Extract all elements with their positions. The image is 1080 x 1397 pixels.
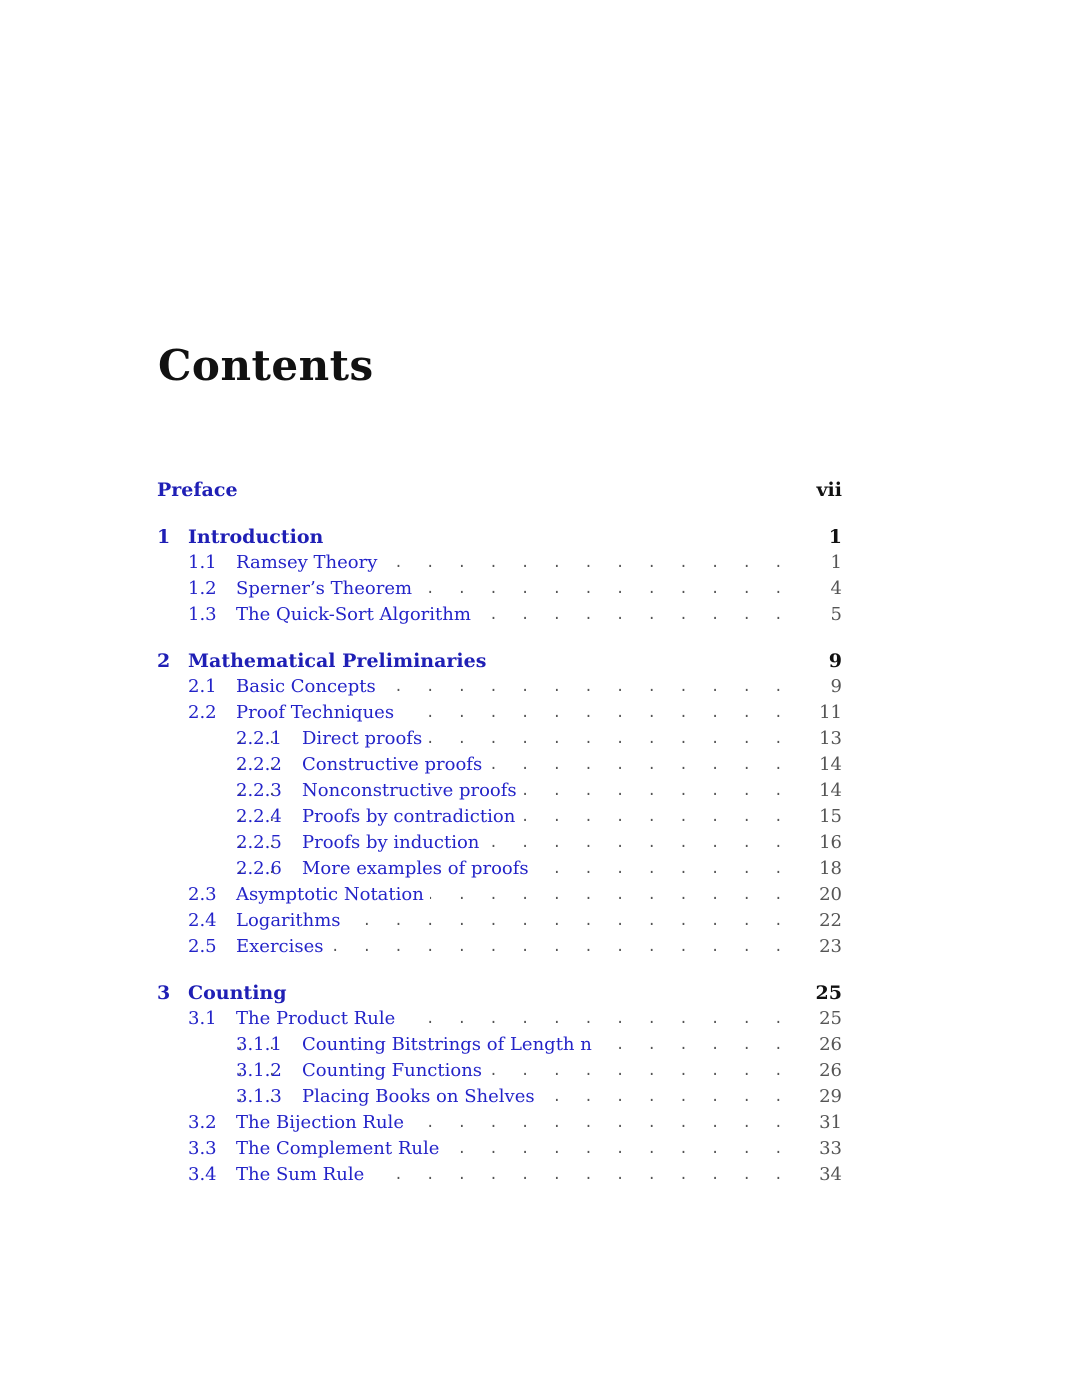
toc-entry-title-link[interactable]: Exercises [236, 934, 330, 960]
toc-entry[interactable] [0, 934, 1080, 960]
toc-entry-page-number[interactable]: 4 [825, 576, 842, 602]
toc-entry-title-link[interactable]: Ramsey Theory [236, 550, 383, 576]
toc-entry-page-number[interactable]: 9 [825, 674, 842, 700]
toc-entry-number: 3.3 [188, 1138, 217, 1159]
toc-entry-title-link[interactable]: Preface [157, 477, 244, 503]
toc-entry[interactable] [0, 648, 1080, 674]
toc-entry-page-number[interactable]: 14 [813, 752, 842, 778]
toc-entry-number: 3.1 [188, 1008, 217, 1029]
toc-entry-page-number[interactable]: 29 [813, 1084, 842, 1110]
toc-entry-title-link[interactable]: Proof Techniques [236, 700, 400, 726]
toc-entry-title-link[interactable]: Mathematical Preliminaries [188, 648, 492, 674]
toc-entry-page-number[interactable]: 25 [810, 980, 842, 1006]
toc-entry-title-link[interactable]: Counting Bitstrings of Length n [302, 1032, 598, 1058]
toc-entry[interactable] [0, 1084, 1080, 1110]
toc-entry[interactable] [0, 576, 1080, 602]
toc-entry-number: 2.1 [188, 676, 217, 697]
toc-entry-page-number[interactable]: 15 [813, 804, 842, 830]
toc-entry-title-link[interactable]: More examples of proofs [302, 856, 535, 882]
toc-entry-page-number[interactable]: vii [811, 477, 842, 503]
toc-entry[interactable] [0, 602, 1080, 628]
toc-entry-title-link[interactable]: Introduction [188, 524, 329, 550]
toc-entry[interactable] [0, 1058, 1080, 1084]
toc-entry-number: 1.2 [188, 578, 217, 599]
toc-entry-title-link[interactable]: Constructive proofs [302, 752, 488, 778]
toc-entry-number: 2.2.4 [236, 806, 282, 827]
toc-entry-title-link[interactable]: Logarithms [236, 908, 347, 934]
toc-entry-title-link[interactable]: Proofs by induction [302, 830, 485, 856]
toc-entry-number: 3.1.2 [236, 1060, 282, 1081]
toc-entry-number: 2.5 [188, 936, 217, 957]
toc-entry-title-link[interactable]: The Product Rule [236, 1006, 401, 1032]
toc-entry-number: 2.2 [188, 702, 217, 723]
toc-entry[interactable] [0, 1136, 1080, 1162]
toc-entry[interactable] [0, 1006, 1080, 1032]
toc-entry-title-link[interactable]: The Sum Rule [236, 1162, 370, 1188]
toc-entry[interactable] [0, 882, 1080, 908]
toc-entry-title-link[interactable]: Basic Concepts [236, 674, 382, 700]
toc-entry[interactable] [0, 752, 1080, 778]
toc-entry-page-number[interactable]: 31 [813, 1110, 842, 1136]
toc-entry-number: 3.1.1 [236, 1034, 282, 1055]
toc-entry-title-link[interactable]: Sperner’s Theorem [236, 576, 418, 602]
toc-entry-number: 2.3 [188, 884, 217, 905]
toc-entry-title-link[interactable]: Counting Functions [302, 1058, 488, 1084]
toc-entry-page-number[interactable]: 9 [823, 648, 842, 674]
toc-entry-number: 3.4 [188, 1164, 217, 1185]
toc-entry-page-number[interactable]: 26 [813, 1032, 842, 1058]
toc-entry-page-number[interactable]: 23 [813, 934, 842, 960]
toc-entry-page-number[interactable]: 5 [825, 602, 842, 628]
toc-entry[interactable] [0, 674, 1080, 700]
toc-entry-title-link[interactable]: Asymptotic Notation [236, 882, 430, 908]
toc-entry-page-number[interactable]: 14 [813, 778, 842, 804]
toc-entry-number: 2.2.3 [236, 780, 282, 801]
toc-entry[interactable] [0, 980, 1080, 1006]
toc-entry[interactable] [0, 830, 1080, 856]
toc-entry-page-number[interactable]: 34 [813, 1162, 842, 1188]
toc-entry[interactable] [0, 726, 1080, 752]
toc-entry-number: 3 [157, 982, 171, 1004]
toc-entry[interactable] [0, 700, 1080, 726]
toc-entry-page-number[interactable]: 1 [823, 524, 842, 550]
toc-entry-number: 1.1 [188, 552, 217, 573]
toc-entry-title-link[interactable]: Proofs by contradiction [302, 804, 521, 830]
toc-entry-number: 2.2.2 [236, 754, 282, 775]
toc-entry[interactable] [0, 856, 1080, 882]
toc-entry-title-link[interactable]: Counting [188, 980, 293, 1006]
toc-entry-title-link[interactable]: Nonconstructive proofs [302, 778, 523, 804]
toc-entry-title-link[interactable]: Direct proofs [302, 726, 428, 752]
page-title: Contents [158, 341, 374, 390]
toc-entry[interactable] [0, 778, 1080, 804]
toc-entry-title-link[interactable]: Placing Books on Shelves [302, 1084, 541, 1110]
toc-entry-number: 2.4 [188, 910, 217, 931]
toc-entry[interactable] [0, 550, 1080, 576]
toc-entry-number: 1.3 [188, 604, 217, 625]
toc-entry-number: 3.2 [188, 1112, 217, 1133]
toc-entry-page-number[interactable]: 16 [813, 830, 842, 856]
toc-entry[interactable] [0, 1162, 1080, 1188]
toc-entry[interactable] [0, 1032, 1080, 1058]
toc-entry-page-number[interactable]: 22 [813, 908, 842, 934]
toc-entry[interactable] [0, 1110, 1080, 1136]
toc-entry-page-number[interactable]: 25 [813, 1006, 842, 1032]
toc-entry-number: 3.1.3 [236, 1086, 282, 1107]
toc-entry-page-number[interactable]: 1 [825, 550, 842, 576]
toc-entry[interactable] [0, 804, 1080, 830]
toc-entry-number: 2 [157, 650, 171, 672]
toc-entry[interactable] [0, 908, 1080, 934]
toc-entry[interactable] [0, 524, 1080, 550]
toc-entry-page-number[interactable]: 20 [813, 882, 842, 908]
toc-entry-page-number[interactable]: 11 [813, 700, 842, 726]
toc-entry-number: 1 [157, 526, 171, 548]
toc-entry-page-number[interactable]: 13 [813, 726, 842, 752]
toc-entry-page-number[interactable]: 26 [813, 1058, 842, 1084]
toc-entry-number: 2.2.5 [236, 832, 282, 853]
toc-entry-title-link[interactable]: The Bijection Rule [236, 1110, 410, 1136]
toc-entry-number: 2.2.6 [236, 858, 282, 879]
toc-entry[interactable] [0, 477, 1080, 503]
toc-entry-title-link[interactable]: The Complement Rule [236, 1136, 445, 1162]
toc-entry-page-number[interactable]: 18 [813, 856, 842, 882]
toc-entry-number: 2.2.1 [236, 728, 282, 749]
toc-entry-title-link[interactable]: The Quick-Sort Algorithm [236, 602, 477, 628]
toc-entry-page-number[interactable]: 33 [813, 1136, 842, 1162]
